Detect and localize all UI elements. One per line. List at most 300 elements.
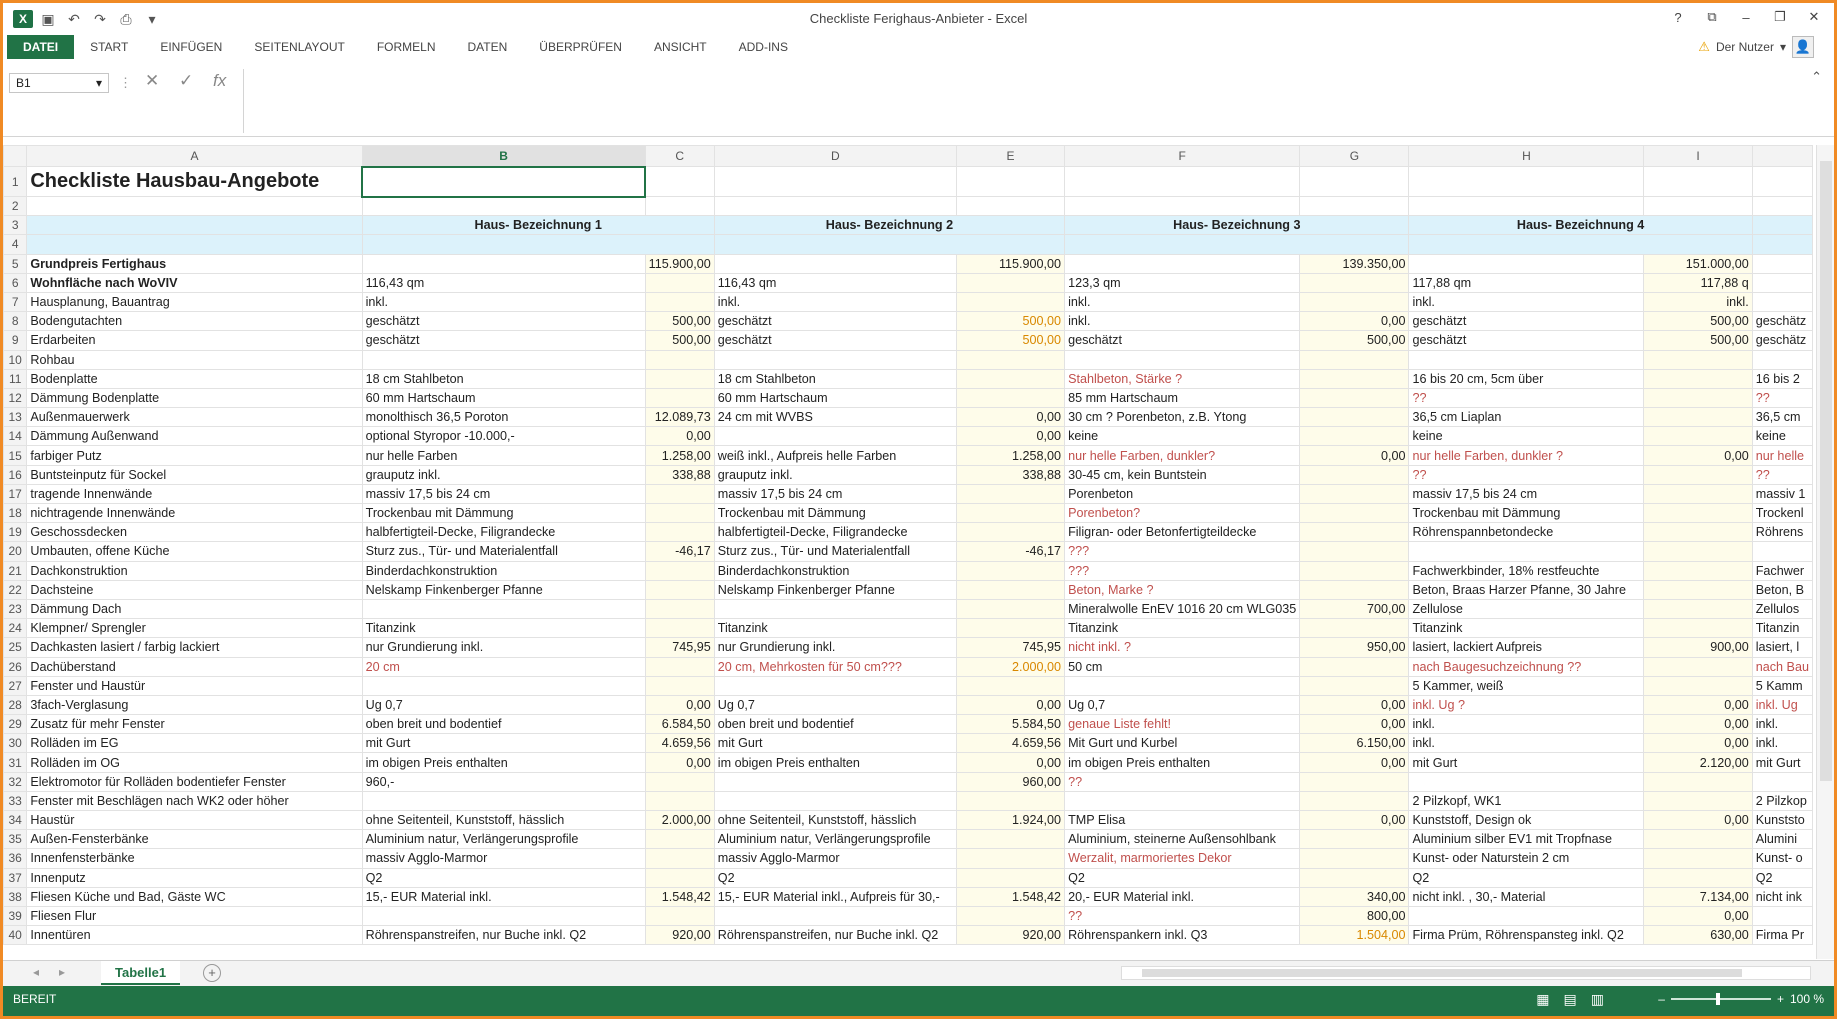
cell[interactable]: nach Baugesuchzeichnung ?? xyxy=(1409,657,1644,676)
row-label-cell[interactable]: Bodenplatte xyxy=(27,369,362,388)
price-cell[interactable] xyxy=(645,849,714,868)
customize-toolbar-icon[interactable]: ▾ xyxy=(148,10,156,27)
cell[interactable]: grauputz inkl. xyxy=(362,465,645,484)
price-cell[interactable]: 151.000,00 xyxy=(1644,254,1752,273)
cell[interactable]: 16 bis 2 xyxy=(1752,369,1812,388)
column-header-d[interactable]: D xyxy=(714,146,956,167)
formula-input[interactable] xyxy=(243,69,1803,133)
row-label-cell[interactable]: nichtragende Innenwände xyxy=(27,504,362,523)
row-label-cell[interactable]: Innenfensterbänke xyxy=(27,849,362,868)
row-header[interactable]: 37 xyxy=(4,868,27,887)
row-header[interactable]: 32 xyxy=(4,772,27,791)
cell[interactable]: inkl. xyxy=(1409,734,1644,753)
price-cell[interactable]: 500,00 xyxy=(645,312,714,331)
cell[interactable]: Ug 0,7 xyxy=(362,695,645,714)
price-cell[interactable] xyxy=(645,561,714,580)
price-cell[interactable]: 0,00 xyxy=(1644,734,1752,753)
cell[interactable]: nur helle Farben, dunkler ? xyxy=(1409,446,1644,465)
house-header-2[interactable]: Haus- Bezeichnung 2 xyxy=(714,216,1064,235)
row-label-cell[interactable]: Erdarbeiten xyxy=(27,331,362,350)
cell[interactable]: 116,43 qm xyxy=(362,273,645,292)
price-cell[interactable] xyxy=(645,484,714,503)
row-label-cell[interactable]: Dachüberstand xyxy=(27,657,362,676)
cell[interactable]: 50 cm xyxy=(1065,657,1300,676)
row-label-cell[interactable]: Grundpreis Fertighaus xyxy=(27,254,362,273)
row-label-cell[interactable]: Elektromotor für Rolläden bodentiefer Fenster xyxy=(27,772,362,791)
cell[interactable]: mit Gurt xyxy=(362,734,645,753)
price-cell[interactable]: 500,00 xyxy=(1644,331,1752,350)
cell[interactable]: 30 cm ? Porenbeton, z.B. Ytong xyxy=(1065,408,1300,427)
cell[interactable]: Titanzink xyxy=(714,619,956,638)
price-cell[interactable]: 500,00 xyxy=(956,331,1064,350)
price-cell[interactable]: 12.089,73 xyxy=(645,408,714,427)
row-header[interactable]: 40 xyxy=(4,926,27,945)
cell[interactable] xyxy=(714,254,956,273)
cell[interactable]: 18 cm Stahlbeton xyxy=(362,369,645,388)
tab-datei[interactable]: DATEI xyxy=(7,35,74,59)
price-cell[interactable] xyxy=(1300,427,1409,446)
row-header[interactable]: 22 xyxy=(4,580,27,599)
house-header-1[interactable]: Haus- Bezeichnung 1 xyxy=(362,216,714,235)
cell[interactable] xyxy=(1409,542,1644,561)
price-cell[interactable] xyxy=(1644,369,1752,388)
cell[interactable]: ?? xyxy=(1065,906,1300,925)
ribbon-display-icon[interactable]: ⧉ xyxy=(1707,9,1717,24)
cell[interactable]: nach Bau xyxy=(1752,657,1812,676)
cell[interactable]: Q2 xyxy=(1409,868,1644,887)
price-cell[interactable]: 0,00 xyxy=(956,408,1064,427)
price-cell[interactable] xyxy=(1644,657,1752,676)
tab-ueberpruefen[interactable]: ÜBERPRÜFEN xyxy=(539,40,622,54)
row-label-cell[interactable]: Fliesen Flur xyxy=(27,906,362,925)
scroll-thumb[interactable] xyxy=(1142,969,1742,977)
cell[interactable]: 60 mm Hartschaum xyxy=(714,388,956,407)
price-cell[interactable] xyxy=(1300,676,1409,695)
row-header[interactable]: 15 xyxy=(4,446,27,465)
cell[interactable]: massiv 17,5 bis 24 cm xyxy=(1409,484,1644,503)
tab-add-ins[interactable]: ADD-INS xyxy=(738,40,788,54)
price-cell[interactable]: 338,88 xyxy=(645,465,714,484)
cell[interactable]: Trockenbau mit Dämmung xyxy=(714,504,956,523)
cell[interactable] xyxy=(1752,197,1812,216)
help-icon[interactable]: ? xyxy=(1674,9,1682,25)
cell[interactable] xyxy=(1752,292,1812,311)
price-cell[interactable] xyxy=(956,791,1064,810)
cell[interactable]: mit Gurt xyxy=(1752,753,1812,772)
row-header[interactable]: 25 xyxy=(4,638,27,657)
price-cell[interactable] xyxy=(1300,408,1409,427)
cell[interactable]: lasiert, l xyxy=(1752,638,1812,657)
price-cell[interactable]: 500,00 xyxy=(1300,331,1409,350)
price-cell[interactable]: 745,95 xyxy=(956,638,1064,657)
cell[interactable]: inkl. xyxy=(714,292,956,311)
price-cell[interactable]: 0,00 xyxy=(1300,312,1409,331)
cell[interactable]: Röhrenspannbetondecke xyxy=(1409,523,1644,542)
cell[interactable]: 5 Kammer, weiß xyxy=(1409,676,1644,695)
cell[interactable] xyxy=(1065,791,1300,810)
price-cell[interactable]: 0,00 xyxy=(1300,811,1409,830)
cell[interactable] xyxy=(1644,197,1752,216)
price-cell[interactable]: 0,00 xyxy=(645,753,714,772)
price-cell[interactable] xyxy=(645,580,714,599)
cell[interactable]: Stahlbeton, Stärke ? xyxy=(1065,369,1300,388)
row-header[interactable]: 7 xyxy=(4,292,27,311)
cell[interactable]: Sturz zus., Tür- und Materialentfall xyxy=(714,542,956,561)
cell[interactable]: 36,5 cm xyxy=(1752,408,1812,427)
cell[interactable] xyxy=(1065,350,1300,369)
cell[interactable]: ?? xyxy=(1065,772,1300,791)
price-cell[interactable] xyxy=(1644,791,1752,810)
cell[interactable] xyxy=(1752,216,1812,235)
cell[interactable] xyxy=(714,350,956,369)
price-cell[interactable]: 0,00 xyxy=(1300,715,1409,734)
zoom-in-icon[interactable]: + xyxy=(1776,992,1784,1006)
cell[interactable]: Röhrenspankern inkl. Q3 xyxy=(1065,926,1300,945)
row-label-cell[interactable]: Umbauten, offene Küche xyxy=(27,542,362,561)
price-cell[interactable] xyxy=(956,484,1064,503)
row-label-cell[interactable]: Rohbau xyxy=(27,350,362,369)
cell[interactable]: Röhrenspanstreifen, nur Buche inkl. Q2 xyxy=(362,926,645,945)
cell[interactable]: Werzalit, marmoriertes Dekor xyxy=(1065,849,1300,868)
cell[interactable] xyxy=(1065,197,1300,216)
cell[interactable]: Kunststoff, Design ok xyxy=(1409,811,1644,830)
scroll-thumb[interactable] xyxy=(1820,161,1832,781)
row-header[interactable]: 21 xyxy=(4,561,27,580)
price-cell[interactable]: 6.150,00 xyxy=(1300,734,1409,753)
next-sheet-icon[interactable]: ▸ xyxy=(59,965,66,979)
row-header[interactable]: 23 xyxy=(4,599,27,618)
house-header-4[interactable]: Haus- Bezeichnung 4 xyxy=(1409,216,1752,235)
price-cell[interactable] xyxy=(1644,465,1752,484)
cell[interactable]: ??? xyxy=(1065,561,1300,580)
cell[interactable]: 2 Pilzkop xyxy=(1752,791,1812,810)
cell[interactable]: 15,- EUR Material inkl. xyxy=(362,887,645,906)
cell[interactable]: ohne Seitenteil, Kunststoff, hässlich xyxy=(714,811,956,830)
house-header-3[interactable]: Haus- Bezeichnung 3 xyxy=(1065,216,1409,235)
price-cell[interactable]: 500,00 xyxy=(956,312,1064,331)
price-cell[interactable]: 0,00 xyxy=(645,695,714,714)
row-label-cell[interactable]: Dachsteine xyxy=(27,580,362,599)
cell[interactable] xyxy=(714,772,956,791)
cell[interactable]: keine xyxy=(1409,427,1644,446)
cell[interactable]: im obigen Preis enthalten xyxy=(1065,753,1300,772)
row-label-cell[interactable]: Rolläden im EG xyxy=(27,734,362,753)
price-cell[interactable] xyxy=(956,504,1064,523)
price-cell[interactable] xyxy=(1644,772,1752,791)
price-cell[interactable] xyxy=(956,849,1064,868)
row-label-cell[interactable]: Fliesen Küche und Bad, Gäste WC xyxy=(27,887,362,906)
price-cell[interactable]: 800,00 xyxy=(1300,906,1409,925)
cell[interactable]: geschätzt xyxy=(362,331,645,350)
cell[interactable] xyxy=(714,235,1064,254)
cell[interactable]: Fachwer xyxy=(1752,561,1812,580)
price-cell[interactable] xyxy=(1300,484,1409,503)
row-label-cell[interactable]: Zusatz für mehr Fenster xyxy=(27,715,362,734)
cell[interactable] xyxy=(1752,235,1812,254)
price-cell[interactable]: -46,17 xyxy=(956,542,1064,561)
add-sheet-icon[interactable]: + xyxy=(203,964,221,982)
row-header[interactable]: 1 xyxy=(4,167,27,197)
price-cell[interactable] xyxy=(1644,504,1752,523)
tab-einfuegen[interactable]: EINFÜGEN xyxy=(160,40,223,54)
price-cell[interactable] xyxy=(645,657,714,676)
price-cell[interactable]: 5.584,50 xyxy=(956,715,1064,734)
row-header[interactable]: 6 xyxy=(4,273,27,292)
price-cell[interactable]: 0,00 xyxy=(1644,715,1752,734)
cell[interactable]: inkl. xyxy=(1409,715,1644,734)
price-cell[interactable]: 139.350,00 xyxy=(1300,254,1409,273)
row-header[interactable]: 30 xyxy=(4,734,27,753)
cell[interactable]: Alumini xyxy=(1752,830,1812,849)
price-cell[interactable] xyxy=(1300,465,1409,484)
row-label-cell[interactable]: Haustür xyxy=(27,811,362,830)
row-header[interactable]: 16 xyxy=(4,465,27,484)
price-cell[interactable] xyxy=(645,388,714,407)
column-header-i[interactable]: I xyxy=(1644,146,1752,167)
cell[interactable]: inkl. Ug ? xyxy=(1409,695,1644,714)
tab-ansicht[interactable]: ANSICHT xyxy=(653,40,707,54)
price-cell[interactable] xyxy=(956,523,1064,542)
price-cell[interactable]: 745,95 xyxy=(645,638,714,657)
price-cell[interactable] xyxy=(1644,868,1752,887)
cell[interactable]: 2 Pilzkopf, WK1 xyxy=(1409,791,1644,810)
row-label-cell[interactable]: Dämmung Dach xyxy=(27,599,362,618)
cell[interactable]: Ug 0,7 xyxy=(714,695,956,714)
price-cell[interactable]: 0,00 xyxy=(1644,811,1752,830)
price-cell[interactable]: 115.900,00 xyxy=(956,254,1064,273)
cell[interactable]: 60 mm Hartschaum xyxy=(362,388,645,407)
cell[interactable] xyxy=(645,167,714,197)
cell[interactable] xyxy=(714,676,956,695)
cell[interactable]: ohne Seitenteil, Kunststoff, hässlich xyxy=(362,811,645,830)
price-cell[interactable]: 700,00 xyxy=(1300,599,1409,618)
row-label-cell[interactable]: Wohnfläche nach WoVIV xyxy=(27,273,362,292)
price-cell[interactable]: 6.584,50 xyxy=(645,715,714,734)
row-header[interactable]: 20 xyxy=(4,542,27,561)
avatar[interactable]: 👤 xyxy=(1792,36,1814,58)
column-header-e[interactable]: E xyxy=(956,146,1064,167)
cell[interactable]: Aluminium natur, Verlängerungsprofile xyxy=(362,830,645,849)
cell[interactable]: Zellulos xyxy=(1752,599,1812,618)
price-cell[interactable]: 4.659,56 xyxy=(956,734,1064,753)
column-header-h[interactable]: H xyxy=(1409,146,1644,167)
price-cell[interactable]: 950,00 xyxy=(1300,638,1409,657)
cell[interactable] xyxy=(1065,235,1409,254)
cell[interactable]: halbfertigteil-Decke, Filigrandecke xyxy=(362,523,645,542)
price-cell[interactable] xyxy=(1300,523,1409,542)
cell[interactable] xyxy=(714,167,956,197)
row-label-cell[interactable]: Innenputz xyxy=(27,868,362,887)
cell[interactable]: nicht inkl. , 30,- Material xyxy=(1409,887,1644,906)
row-label-cell[interactable]: Klempner/ Sprengler xyxy=(27,619,362,638)
zoom-slider[interactable] xyxy=(1671,998,1771,1000)
price-cell[interactable]: 1.258,00 xyxy=(956,446,1064,465)
cell[interactable]: Q2 xyxy=(1752,868,1812,887)
cell[interactable] xyxy=(362,254,645,273)
cell[interactable]: monolthisch 36,5 Poroton xyxy=(362,408,645,427)
price-cell[interactable]: 340,00 xyxy=(1300,887,1409,906)
cell[interactable]: weiß inkl., Aufpreis helle Farben xyxy=(714,446,956,465)
price-cell[interactable] xyxy=(1644,542,1752,561)
price-cell[interactable]: 0,00 xyxy=(956,753,1064,772)
price-cell[interactable] xyxy=(1644,408,1752,427)
price-cell[interactable] xyxy=(1644,580,1752,599)
cell[interactable] xyxy=(1752,167,1812,197)
tab-seitenlayout[interactable]: SEITENLAYOUT xyxy=(254,40,345,54)
price-cell[interactable] xyxy=(645,369,714,388)
price-cell[interactable] xyxy=(1300,369,1409,388)
row-label-cell[interactable]: Bodengutachten xyxy=(27,312,362,331)
cell[interactable]: Kunst- o xyxy=(1752,849,1812,868)
cell[interactable]: Trockenbau mit Dämmung xyxy=(1409,504,1644,523)
price-cell[interactable]: 0,00 xyxy=(1644,446,1752,465)
cell[interactable]: mit Gurt xyxy=(714,734,956,753)
cell[interactable]: massiv Agglo-Marmor xyxy=(714,849,956,868)
price-cell[interactable]: 500,00 xyxy=(1644,312,1752,331)
cell[interactable]: ?? xyxy=(1752,465,1812,484)
column-header-c[interactable]: C xyxy=(645,146,714,167)
price-cell[interactable] xyxy=(1644,561,1752,580)
row-header[interactable]: 19 xyxy=(4,523,27,542)
price-cell[interactable] xyxy=(645,906,714,925)
price-cell[interactable] xyxy=(645,619,714,638)
cell[interactable] xyxy=(1409,167,1644,197)
cell[interactable]: inkl. xyxy=(362,292,645,311)
row-header[interactable]: 33 xyxy=(4,791,27,810)
cell[interactable]: 15,- EUR Material inkl., Aufpreis für 30,- xyxy=(714,887,956,906)
price-cell[interactable] xyxy=(1300,388,1409,407)
price-cell[interactable] xyxy=(1644,849,1752,868)
cell[interactable]: geschätzt xyxy=(714,331,956,350)
undo-icon[interactable]: ↶ xyxy=(68,10,80,27)
row-label-cell[interactable]: Außen-Fensterbänke xyxy=(27,830,362,849)
row-label-cell[interactable]: 3fach-Verglasung xyxy=(27,695,362,714)
row-label-cell[interactable]: Fenster und Haustür xyxy=(27,676,362,695)
save-icon[interactable]: ▣ xyxy=(41,10,55,27)
zoom-out-icon[interactable]: – xyxy=(1658,992,1665,1006)
price-cell[interactable] xyxy=(1644,484,1752,503)
cell[interactable]: geschätzt xyxy=(714,312,956,331)
row-header[interactable]: 34 xyxy=(4,811,27,830)
price-cell[interactable] xyxy=(956,292,1064,311)
cell[interactable]: Nelskamp Finkenberger Pfanne xyxy=(714,580,956,599)
cell[interactable]: Nelskamp Finkenberger Pfanne xyxy=(362,580,645,599)
row-header[interactable]: 36 xyxy=(4,849,27,868)
row-header[interactable]: 26 xyxy=(4,657,27,676)
price-cell[interactable]: 0,00 xyxy=(1644,695,1752,714)
cancel-icon[interactable]: ✕ xyxy=(145,71,160,90)
cell[interactable]: Kunststo xyxy=(1752,811,1812,830)
name-box[interactable] xyxy=(9,73,109,93)
cell[interactable] xyxy=(1409,197,1644,216)
price-cell[interactable] xyxy=(1300,292,1409,311)
cell[interactable]: 123,3 qm xyxy=(1065,273,1300,292)
zoom-level[interactable]: 100 % xyxy=(1789,992,1824,1006)
price-cell[interactable] xyxy=(1300,580,1409,599)
row-header[interactable]: 39 xyxy=(4,906,27,925)
cell[interactable] xyxy=(362,350,645,369)
price-cell[interactable]: 630,00 xyxy=(1644,926,1752,945)
cell[interactable]: Beton, Marke ? xyxy=(1065,580,1300,599)
row-label-cell[interactable]: Dämmung Außenwand xyxy=(27,427,362,446)
row-label-cell[interactable]: Buntsteinputz für Sockel xyxy=(27,465,362,484)
column-header-next[interactable] xyxy=(1752,146,1812,167)
cell[interactable] xyxy=(956,197,1064,216)
cell[interactable] xyxy=(956,167,1064,197)
price-cell[interactable] xyxy=(956,619,1064,638)
row-label-cell[interactable]: tragende Innenwände xyxy=(27,484,362,503)
cell[interactable]: nur helle xyxy=(1752,446,1812,465)
cell[interactable] xyxy=(1752,350,1812,369)
row-header[interactable]: 14 xyxy=(4,427,27,446)
price-cell[interactable] xyxy=(956,868,1064,887)
row-header[interactable]: 8 xyxy=(4,312,27,331)
price-cell[interactable]: 117,88 q xyxy=(1644,273,1752,292)
price-cell[interactable] xyxy=(645,676,714,695)
minimize-icon[interactable]: – xyxy=(1742,9,1750,25)
cell[interactable] xyxy=(1065,167,1300,197)
price-cell[interactable] xyxy=(1300,830,1409,849)
cell[interactable]: optional Styropor -10.000,- xyxy=(362,427,645,446)
cell[interactable]: massiv 1 xyxy=(1752,484,1812,503)
selected-cell-b1[interactable] xyxy=(362,167,645,197)
price-cell[interactable] xyxy=(1644,350,1752,369)
zoom-slider-knob[interactable] xyxy=(1716,993,1720,1005)
spreadsheet-grid[interactable] xyxy=(3,145,1813,959)
cell[interactable]: Porenbeton xyxy=(1065,484,1300,503)
cell[interactable]: ?? xyxy=(1409,388,1644,407)
cell[interactable]: 20,- EUR Material inkl. xyxy=(1065,887,1300,906)
price-cell[interactable] xyxy=(956,676,1064,695)
cell[interactable]: Röhrens xyxy=(1752,523,1812,542)
row-label-cell[interactable]: Fenster mit Beschlägen nach WK2 oder höher xyxy=(27,791,362,810)
price-cell[interactable]: 1.548,42 xyxy=(956,887,1064,906)
price-cell[interactable] xyxy=(1300,273,1409,292)
price-cell[interactable]: 2.000,00 xyxy=(645,811,714,830)
cell[interactable]: geschätzt xyxy=(362,312,645,331)
price-cell[interactable] xyxy=(1644,388,1752,407)
row-label-cell[interactable]: farbiger Putz xyxy=(27,446,362,465)
cell[interactable]: Titanzink xyxy=(362,619,645,638)
cell[interactable]: grauputz inkl. xyxy=(714,465,956,484)
row-label-cell[interactable]: Außenmauerwerk xyxy=(27,408,362,427)
cell[interactable]: Aluminium natur, Verlängerungsprofile xyxy=(714,830,956,849)
cell[interactable]: 18 cm Stahlbeton xyxy=(714,369,956,388)
price-cell[interactable] xyxy=(956,350,1064,369)
cell[interactable] xyxy=(27,216,362,235)
cell[interactable]: Beton, B xyxy=(1752,580,1812,599)
print-icon[interactable]: ⎙ xyxy=(120,10,132,27)
row-header[interactable]: 35 xyxy=(4,830,27,849)
tab-daten[interactable]: DATEN xyxy=(467,40,508,54)
price-cell[interactable] xyxy=(645,599,714,618)
close-icon[interactable]: ✕ xyxy=(1808,9,1820,24)
price-cell[interactable] xyxy=(1300,791,1409,810)
tab-formeln[interactable]: FORMELN xyxy=(376,40,436,54)
cell[interactable]: Filigran- oder Betonfertigteildecke xyxy=(1065,523,1300,542)
price-cell[interactable] xyxy=(956,561,1064,580)
cell[interactable]: inkl. xyxy=(1065,292,1300,311)
price-cell[interactable] xyxy=(956,388,1064,407)
row-header[interactable]: 3 xyxy=(4,216,27,235)
cell[interactable]: im obigen Preis enthalten xyxy=(362,753,645,772)
price-cell[interactable] xyxy=(645,772,714,791)
row-label-cell[interactable]: Dämmung Bodenplatte xyxy=(27,388,362,407)
row-header[interactable]: 38 xyxy=(4,887,27,906)
horizontal-scrollbar[interactable] xyxy=(1121,966,1811,980)
price-cell[interactable]: 0,00 xyxy=(645,427,714,446)
price-cell[interactable]: 0,00 xyxy=(956,695,1064,714)
